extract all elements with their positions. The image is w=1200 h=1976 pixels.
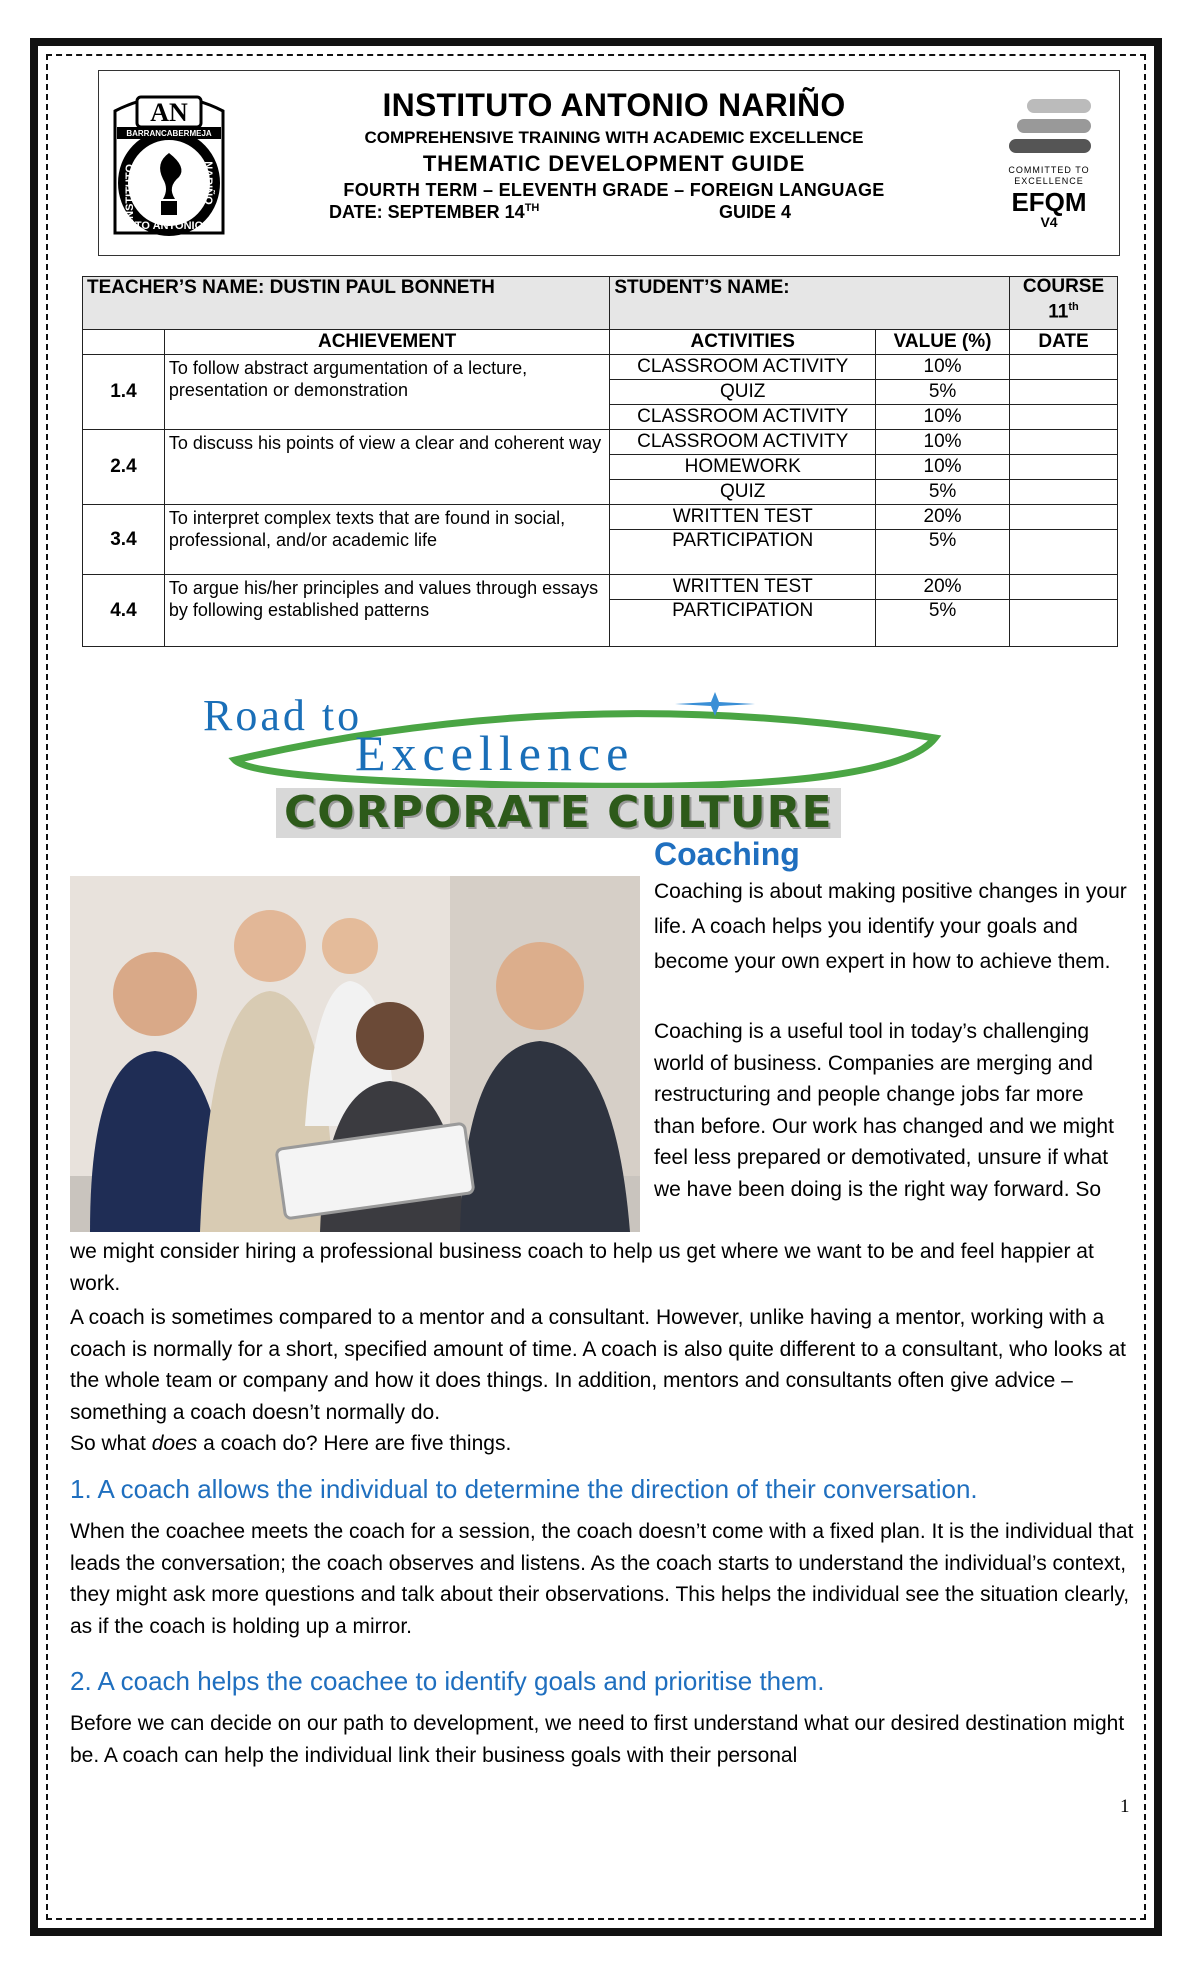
activity-value: 10% — [876, 355, 1010, 380]
coaching-heading: Coaching — [654, 836, 800, 872]
school-motto: COMPREHENSIVE TRAINING WITH ACADEMIC EXCELLENCE — [364, 128, 864, 147]
activity-date[interactable] — [1010, 600, 1118, 647]
achievement-table — [82, 276, 1118, 647]
activity-name: PARTICIPATION — [610, 600, 876, 647]
activity-name: CLASSROOM ACTIVITY — [610, 405, 876, 430]
activity-value: 5% — [876, 530, 1010, 575]
student-name-field[interactable]: STUDENT’S NAME: — [610, 277, 1010, 330]
activity-name: WRITTEN TEST — [610, 505, 876, 530]
activity-value: 10% — [876, 405, 1010, 430]
activity-date[interactable] — [1010, 505, 1118, 530]
coaching-paragraph-3: A coach is sometimes compared to a mentor and a consultant. However, unlike having a mentor, working with a coach is normally for a short, specified amount of time. A coach is also quite different to a consultant, who looks at the whole team or company and how it does things. In addition, mentors and consultants often give advice – something a coach doesn’t normally do. — [70, 1306, 1127, 1424]
activity-date[interactable] — [1010, 575, 1118, 600]
activity-value: 20% — [876, 575, 1010, 600]
guide-date: DATE: SEPTEMBER 14TH — [329, 202, 540, 222]
table-row — [83, 430, 1118, 455]
table-row — [83, 575, 1118, 600]
achievement-text: To discuss his points of view a clear and coherent way — [164, 430, 609, 505]
activity-name: HOMEWORK — [610, 455, 876, 480]
guide-title: THEMATIC DEVELOPMENT GUIDE — [422, 151, 806, 176]
document-header — [98, 70, 1120, 256]
section-heading-1: 1. A coach allows the individual to determine the direction of their conversation. — [70, 1474, 978, 1504]
guide-number: GUIDE 4 — [719, 202, 792, 222]
coaching-paragraph-2: Coaching is a useful tool in today’s challenging world of business. Companies are merging and restructuring and people change jobs far more than before. Our work has changed and we might feel less prepared or demotivated, unsure if what we have been doing is the right way forward. So — [654, 1020, 1114, 1201]
achievement-code: 1.4 — [83, 355, 165, 430]
activity-value: 5% — [876, 600, 1010, 647]
section-heading-2: 2. A coach helps the coachee to identify goals and prioritise them. — [70, 1666, 825, 1696]
coaching-paragraph-2-continued: we might consider hiring a professional business coach to help us get where we want to be and feel happier at work. — [70, 1240, 1094, 1295]
activity-name: CLASSROOM ACTIVITY — [610, 430, 876, 455]
activity-name: WRITTEN TEST — [610, 575, 876, 600]
activity-value: 20% — [876, 505, 1010, 530]
achievement-code: 4.4 — [83, 575, 165, 647]
banner-road-line2: Excellence — [355, 725, 635, 781]
crest-text-right: NARIÑO — [202, 161, 214, 205]
activity-date[interactable] — [1010, 430, 1118, 455]
activity-date[interactable] — [1010, 455, 1118, 480]
crest-city: BARRANCABERMEJA — [126, 129, 212, 138]
activity-value: 10% — [876, 430, 1010, 455]
achievement-text: To follow abstract argumentation of a lecture, presentation or demonstration — [164, 355, 609, 430]
achievement-code: 3.4 — [83, 505, 165, 575]
teacher-name: TEACHER’S NAME: DUSTIN PAUL BONNETH — [83, 277, 610, 330]
activity-value: 5% — [876, 380, 1010, 405]
activity-date[interactable] — [1010, 355, 1118, 380]
activity-date[interactable] — [1010, 480, 1118, 505]
achievement-text: To argue his/her principles and values through essays by following established patterns — [164, 575, 609, 647]
business-team-photo — [70, 876, 640, 1232]
crest-initials: AN — [150, 98, 188, 127]
banner-road-line1: Road to — [203, 691, 363, 740]
efqm-mark: EFQM — [1011, 187, 1087, 217]
school-name: INSTITUTO ANTONIO NARIÑO — [382, 87, 846, 123]
section-1-paragraph: When the coachee meets the coach for a session, the coach doesn’t come with a fixed plan. It is the individual that leads the conversation; the coach observes and listens. As the coach starts to understand the individual’s context, they might ask more questions and talk about their observations. This helps the individual see the situation clearly, as if the coach is holding up a mirror. — [70, 1520, 1134, 1638]
achievement-code: 2.4 — [83, 430, 165, 505]
activity-value: 10% — [876, 455, 1010, 480]
activity-name: CLASSROOM ACTIVITY — [610, 355, 876, 380]
corporate-culture-title: CORPORATE CULTURE — [276, 788, 841, 838]
col-date: DATE — [1010, 330, 1118, 355]
coaching-paragraph-4: So what does a coach do? Here are five things. — [70, 1432, 512, 1455]
coaching-paragraph-1: Coaching is about making positive changes in your life. A coach helps you identify your goals and become your own expert in how to achieve them. — [654, 880, 1127, 973]
col-activities: ACTIVITIES — [610, 330, 876, 355]
activity-value: 5% — [876, 480, 1010, 505]
activity-date[interactable] — [1010, 380, 1118, 405]
term-line: FOURTH TERM – ELEVENTH GRADE – FOREIGN LANGUAGE — [343, 180, 885, 200]
activity-date[interactable] — [1010, 530, 1118, 575]
efqm-line1: COMMITTED TO — [1008, 165, 1090, 175]
crest-text-left: INSTITUTO — [124, 164, 136, 222]
section-2-paragraph: Before we can decide on our path to development, we need to first understand what our desired destination might be. A coach can help the individual link their business goals with their personal — [70, 1712, 1125, 1767]
activity-name: PARTICIPATION — [610, 530, 876, 575]
table-row — [83, 355, 1118, 380]
activity-name: QUIZ — [610, 480, 876, 505]
activity-name: QUIZ — [610, 380, 876, 405]
course-cell: COURSE 11th — [1010, 277, 1118, 330]
school-crest-logo — [107, 83, 231, 243]
col-value: VALUE (%) — [876, 330, 1010, 355]
page-number: 1 — [1120, 1796, 1130, 1817]
efqm-version: V4 — [1040, 214, 1058, 230]
achievement-text: To interpret complex texts that are found in social, professional, and/or academic life — [164, 505, 609, 575]
table-row — [83, 505, 1118, 530]
col-achievement: ACHIEVEMENT — [164, 330, 609, 355]
efqm-line2: EXCELLENCE — [1014, 176, 1084, 186]
road-to-excellence-banner — [195, 690, 965, 790]
activity-date[interactable] — [1010, 405, 1118, 430]
efqm-logo — [1001, 93, 1097, 231]
column-header-row — [83, 330, 1118, 355]
table-header-row — [83, 277, 1118, 330]
crest-text-bottom: TO ANTONIO — [134, 220, 204, 232]
